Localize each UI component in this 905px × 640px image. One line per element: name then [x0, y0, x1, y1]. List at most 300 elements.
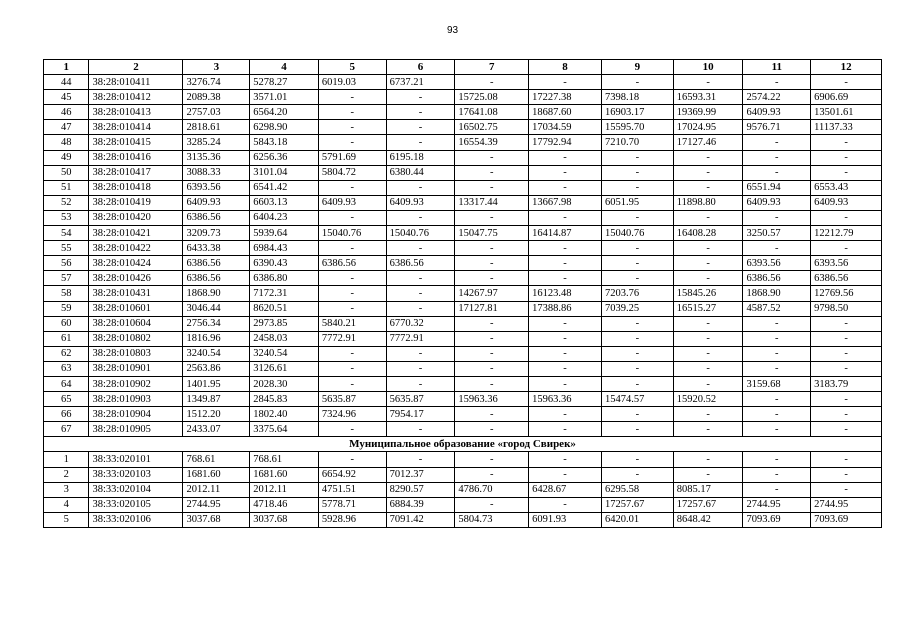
- cadastral-code-cell: 38:28:010902: [89, 376, 183, 391]
- value-cell: -: [318, 452, 386, 467]
- value-cell: 7772.91: [386, 331, 455, 346]
- value-cell: 6091.93: [529, 512, 602, 527]
- value-cell: 6409.93: [183, 195, 250, 210]
- value-cell: -: [318, 180, 386, 195]
- value-cell: -: [529, 407, 602, 422]
- row-number-cell: 64: [44, 376, 89, 391]
- value-cell: -: [743, 467, 811, 482]
- value-cell: -: [673, 316, 743, 331]
- value-cell: 18687.60: [529, 105, 602, 120]
- value-cell: -: [386, 376, 455, 391]
- value-cell: 16408.28: [673, 226, 743, 241]
- value-cell: 6409.93: [743, 105, 811, 120]
- row-number-cell: 55: [44, 241, 89, 256]
- value-cell: -: [811, 165, 882, 180]
- value-cell: 6386.56: [743, 271, 811, 286]
- value-cell: -: [601, 256, 673, 271]
- value-cell: -: [529, 452, 602, 467]
- row-number-cell: 67: [44, 422, 89, 437]
- value-cell: 15474.57: [601, 392, 673, 407]
- value-cell: 12212.79: [811, 226, 882, 241]
- value-cell: 6393.56: [183, 180, 250, 195]
- value-cell: -: [455, 241, 529, 256]
- value-cell: -: [673, 376, 743, 391]
- value-cell: -: [811, 75, 882, 90]
- value-cell: 4587.52: [743, 301, 811, 316]
- value-cell: -: [455, 180, 529, 195]
- value-cell: -: [386, 241, 455, 256]
- row-number-cell: 50: [44, 165, 89, 180]
- value-cell: -: [318, 422, 386, 437]
- value-cell: 6603.13: [250, 195, 319, 210]
- value-cell: 7203.76: [601, 286, 673, 301]
- value-cell: 6420.01: [601, 512, 673, 527]
- value-cell: -: [318, 105, 386, 120]
- cadastral-code-cell: 38:28:010414: [89, 120, 183, 135]
- table-row: [44, 120, 882, 135]
- cadastral-code-cell: 38:28:010418: [89, 180, 183, 195]
- row-number-cell: 54: [44, 226, 89, 241]
- value-cell: -: [743, 241, 811, 256]
- value-cell: -: [318, 90, 386, 105]
- value-cell: 6019.03: [318, 75, 386, 90]
- value-cell: 6409.93: [743, 195, 811, 210]
- value-cell: 8290.57: [386, 482, 455, 497]
- table-row: [44, 195, 882, 210]
- value-cell: 2973.85: [250, 316, 319, 331]
- value-cell: 5928.96: [318, 512, 386, 527]
- row-number-cell: 48: [44, 135, 89, 150]
- value-cell: -: [743, 482, 811, 497]
- value-cell: 4718.46: [250, 497, 319, 512]
- value-cell: 6386.80: [250, 271, 319, 286]
- value-cell: 2744.95: [743, 497, 811, 512]
- value-cell: -: [673, 75, 743, 90]
- value-cell: 6553.43: [811, 180, 882, 195]
- value-cell: 16414.87: [529, 226, 602, 241]
- value-cell: -: [529, 346, 602, 361]
- row-number-cell: 2: [44, 467, 89, 482]
- row-number-cell: 56: [44, 256, 89, 271]
- value-cell: 15040.76: [318, 226, 386, 241]
- value-cell: 2744.95: [811, 497, 882, 512]
- value-cell: -: [673, 241, 743, 256]
- value-cell: 6654.92: [318, 467, 386, 482]
- cadastral-code-cell: 38:33:020101: [89, 452, 183, 467]
- value-cell: -: [811, 361, 882, 376]
- value-cell: 5635.87: [318, 392, 386, 407]
- table-row: [44, 150, 882, 165]
- value-cell: 17388.86: [529, 301, 602, 316]
- value-cell: -: [811, 346, 882, 361]
- cadastral-code-cell: 38:28:010413: [89, 105, 183, 120]
- row-number-cell: 46: [44, 105, 89, 120]
- value-cell: 6884.39: [386, 497, 455, 512]
- value-cell: 6386.56: [183, 210, 250, 225]
- value-cell: -: [318, 376, 386, 391]
- value-cell: -: [529, 256, 602, 271]
- table-row: [44, 467, 882, 482]
- table-row: [44, 301, 882, 316]
- value-cell: -: [318, 286, 386, 301]
- value-cell: 16554.39: [455, 135, 529, 150]
- value-cell: 1401.95: [183, 376, 250, 391]
- value-cell: 2744.95: [183, 497, 250, 512]
- value-cell: 17257.67: [673, 497, 743, 512]
- value-cell: 5939.64: [250, 226, 319, 241]
- value-cell: 16515.27: [673, 301, 743, 316]
- column-header: 1: [44, 60, 89, 75]
- value-cell: 11137.33: [811, 120, 882, 135]
- value-cell: 16903.17: [601, 105, 673, 120]
- table-row: [44, 331, 882, 346]
- value-cell: 6551.94: [743, 180, 811, 195]
- value-cell: -: [601, 407, 673, 422]
- value-cell: -: [601, 241, 673, 256]
- value-cell: -: [811, 452, 882, 467]
- cadastral-code-cell: 38:28:010802: [89, 331, 183, 346]
- value-cell: -: [743, 165, 811, 180]
- row-number-cell: 61: [44, 331, 89, 346]
- value-cell: 15920.52: [673, 392, 743, 407]
- value-cell: -: [455, 331, 529, 346]
- value-cell: -: [455, 256, 529, 271]
- value-cell: -: [673, 331, 743, 346]
- value-cell: -: [318, 271, 386, 286]
- value-cell: 3240.54: [183, 346, 250, 361]
- value-cell: -: [811, 407, 882, 422]
- value-cell: -: [811, 150, 882, 165]
- cadastral-code-cell: 38:28:010416: [89, 150, 183, 165]
- value-cell: -: [455, 346, 529, 361]
- row-number-cell: 66: [44, 407, 89, 422]
- value-cell: 1681.60: [250, 467, 319, 482]
- value-cell: 6298.90: [250, 120, 319, 135]
- value-cell: -: [811, 482, 882, 497]
- value-cell: 9576.71: [743, 120, 811, 135]
- cadastral-code-cell: 38:28:010417: [89, 165, 183, 180]
- table-row: [44, 135, 882, 150]
- value-cell: 6393.56: [811, 256, 882, 271]
- value-cell: -: [743, 392, 811, 407]
- value-cell: 5840.21: [318, 316, 386, 331]
- value-cell: 3276.74: [183, 75, 250, 90]
- value-cell: -: [673, 467, 743, 482]
- header-row: [44, 60, 882, 75]
- value-cell: 2012.11: [250, 482, 319, 497]
- table-row: [44, 226, 882, 241]
- table-row: [44, 286, 882, 301]
- cadastral-code-cell: 38:28:010411: [89, 75, 183, 90]
- table-row: [44, 241, 882, 256]
- row-number-cell: 53: [44, 210, 89, 225]
- value-cell: -: [811, 467, 882, 482]
- value-cell: -: [455, 150, 529, 165]
- value-cell: 3375.64: [250, 422, 319, 437]
- value-cell: -: [386, 90, 455, 105]
- value-cell: 15725.08: [455, 90, 529, 105]
- value-cell: -: [811, 241, 882, 256]
- value-cell: 12769.56: [811, 286, 882, 301]
- table-row: [44, 210, 882, 225]
- value-cell: 19369.99: [673, 105, 743, 120]
- value-cell: -: [529, 180, 602, 195]
- cadastral-code-cell: 38:28:010424: [89, 256, 183, 271]
- value-cell: 6564.20: [250, 105, 319, 120]
- value-cell: 7210.70: [601, 135, 673, 150]
- value-cell: -: [601, 150, 673, 165]
- value-cell: 16502.75: [455, 120, 529, 135]
- value-cell: 3126.61: [250, 361, 319, 376]
- value-cell: -: [743, 135, 811, 150]
- cadastral-code-cell: 38:33:020104: [89, 482, 183, 497]
- value-cell: -: [386, 180, 455, 195]
- value-cell: 1816.96: [183, 331, 250, 346]
- table-row: [44, 346, 882, 361]
- value-cell: -: [318, 210, 386, 225]
- value-cell: -: [743, 316, 811, 331]
- value-cell: 15595.70: [601, 120, 673, 135]
- value-cell: -: [673, 165, 743, 180]
- table-row: [44, 497, 882, 512]
- value-cell: 6051.95: [601, 195, 673, 210]
- row-number-cell: 45: [44, 90, 89, 105]
- value-cell: 1349.87: [183, 392, 250, 407]
- value-cell: -: [673, 407, 743, 422]
- value-cell: 3183.79: [811, 376, 882, 391]
- value-cell: -: [673, 256, 743, 271]
- row-number-cell: 47: [44, 120, 89, 135]
- value-cell: -: [743, 75, 811, 90]
- value-cell: -: [455, 210, 529, 225]
- column-header: 3: [183, 60, 250, 75]
- value-cell: -: [529, 467, 602, 482]
- value-cell: 6906.69: [811, 90, 882, 105]
- column-header: 10: [673, 60, 743, 75]
- value-cell: 5278.27: [250, 75, 319, 90]
- table-row: [44, 271, 882, 286]
- value-cell: -: [386, 271, 455, 286]
- page-number: 93: [446, 25, 459, 36]
- value-cell: 6409.93: [318, 195, 386, 210]
- value-cell: 15963.36: [529, 392, 602, 407]
- value-cell: 7093.69: [743, 512, 811, 527]
- value-cell: 7093.69: [811, 512, 882, 527]
- value-cell: 3088.33: [183, 165, 250, 180]
- table-row: [44, 407, 882, 422]
- value-cell: 7772.91: [318, 331, 386, 346]
- row-number-cell: 49: [44, 150, 89, 165]
- column-header: 5: [318, 60, 386, 75]
- value-cell: -: [673, 361, 743, 376]
- value-cell: 15963.36: [455, 392, 529, 407]
- value-cell: 2818.61: [183, 120, 250, 135]
- row-number-cell: 3: [44, 482, 89, 497]
- value-cell: 6984.43: [250, 241, 319, 256]
- table-body-part-a: [44, 75, 882, 437]
- value-cell: -: [601, 165, 673, 180]
- value-cell: -: [743, 346, 811, 361]
- value-cell: 15047.75: [455, 226, 529, 241]
- value-cell: 6409.93: [811, 195, 882, 210]
- value-cell: -: [601, 210, 673, 225]
- value-cell: 6386.56: [386, 256, 455, 271]
- value-cell: 6386.56: [318, 256, 386, 271]
- row-number-cell: 1: [44, 452, 89, 467]
- value-cell: 6195.18: [386, 150, 455, 165]
- value-cell: 768.61: [250, 452, 319, 467]
- value-cell: -: [601, 376, 673, 391]
- value-cell: 17257.67: [601, 497, 673, 512]
- value-cell: -: [455, 165, 529, 180]
- value-cell: -: [673, 422, 743, 437]
- value-cell: 2757.03: [183, 105, 250, 120]
- value-cell: 1681.60: [183, 467, 250, 482]
- value-cell: -: [743, 331, 811, 346]
- value-cell: 6541.42: [250, 180, 319, 195]
- value-cell: -: [673, 271, 743, 286]
- cadastral-code-cell: 38:28:010901: [89, 361, 183, 376]
- value-cell: -: [743, 210, 811, 225]
- value-cell: 17792.94: [529, 135, 602, 150]
- row-number-cell: 44: [44, 75, 89, 90]
- value-cell: -: [455, 422, 529, 437]
- value-cell: -: [601, 316, 673, 331]
- value-cell: 4786.70: [455, 482, 529, 497]
- value-cell: 5635.87: [386, 392, 455, 407]
- value-cell: 7954.17: [386, 407, 455, 422]
- value-cell: 14267.97: [455, 286, 529, 301]
- value-cell: -: [673, 346, 743, 361]
- value-cell: -: [318, 241, 386, 256]
- cadastral-code-cell: 38:28:010604: [89, 316, 183, 331]
- value-cell: 3209.73: [183, 226, 250, 241]
- cadastral-code-cell: 38:33:020106: [89, 512, 183, 527]
- value-cell: 3240.54: [250, 346, 319, 361]
- column-header: 11: [743, 60, 811, 75]
- value-cell: 2574.22: [743, 90, 811, 105]
- value-cell: 2028.30: [250, 376, 319, 391]
- table-row: [44, 422, 882, 437]
- table-row: [44, 256, 882, 271]
- value-cell: -: [811, 210, 882, 225]
- value-cell: 6295.58: [601, 482, 673, 497]
- table-row: [44, 392, 882, 407]
- table-row: [44, 512, 882, 527]
- value-cell: 6386.56: [183, 256, 250, 271]
- value-cell: 17127.81: [455, 301, 529, 316]
- value-cell: -: [455, 271, 529, 286]
- value-cell: -: [529, 316, 602, 331]
- column-header: 12: [811, 60, 882, 75]
- value-cell: -: [386, 301, 455, 316]
- column-header: 4: [250, 60, 319, 75]
- value-cell: 5804.73: [455, 512, 529, 527]
- value-cell: -: [811, 392, 882, 407]
- value-cell: -: [811, 135, 882, 150]
- value-cell: -: [601, 467, 673, 482]
- value-cell: 6386.56: [811, 271, 882, 286]
- value-cell: -: [529, 150, 602, 165]
- value-cell: -: [743, 361, 811, 376]
- row-number-cell: 57: [44, 271, 89, 286]
- value-cell: -: [743, 452, 811, 467]
- value-cell: -: [529, 497, 602, 512]
- value-cell: 5804.72: [318, 165, 386, 180]
- cadastral-code-cell: 38:28:010415: [89, 135, 183, 150]
- value-cell: 7172.31: [250, 286, 319, 301]
- value-cell: 3159.68: [743, 376, 811, 391]
- value-cell: 8648.42: [673, 512, 743, 527]
- value-cell: 5843.18: [250, 135, 319, 150]
- value-cell: -: [811, 331, 882, 346]
- cadastral-code-cell: 38:33:020103: [89, 467, 183, 482]
- value-cell: 17024.95: [673, 120, 743, 135]
- value-cell: 6428.67: [529, 482, 602, 497]
- value-cell: -: [601, 180, 673, 195]
- cadastral-code-cell: 38:28:010419: [89, 195, 183, 210]
- value-cell: 1868.90: [743, 286, 811, 301]
- column-header: 8: [529, 60, 602, 75]
- cadastral-code-cell: 38:28:010431: [89, 286, 183, 301]
- value-cell: 3046.44: [183, 301, 250, 316]
- value-cell: -: [386, 346, 455, 361]
- row-number-cell: 52: [44, 195, 89, 210]
- value-cell: -: [743, 407, 811, 422]
- value-cell: -: [318, 135, 386, 150]
- value-cell: 2012.11: [183, 482, 250, 497]
- cadastral-code-cell: 38:28:010422: [89, 241, 183, 256]
- value-cell: -: [455, 452, 529, 467]
- row-number-cell: 63: [44, 361, 89, 376]
- value-cell: -: [386, 210, 455, 225]
- value-cell: -: [743, 150, 811, 165]
- value-cell: -: [386, 286, 455, 301]
- value-cell: 13501.61: [811, 105, 882, 120]
- value-cell: -: [318, 301, 386, 316]
- value-cell: -: [601, 75, 673, 90]
- value-cell: -: [529, 241, 602, 256]
- value-cell: 15040.76: [386, 226, 455, 241]
- value-cell: 4751.51: [318, 482, 386, 497]
- value-cell: 3037.68: [183, 512, 250, 527]
- column-header: 9: [601, 60, 673, 75]
- value-cell: -: [673, 150, 743, 165]
- value-cell: 15845.26: [673, 286, 743, 301]
- section-title: Муниципальное образование «город Свирек»: [44, 437, 882, 452]
- value-cell: -: [455, 467, 529, 482]
- value-cell: 3135.36: [183, 150, 250, 165]
- row-number-cell: 60: [44, 316, 89, 331]
- cadastral-code-cell: 38:28:010803: [89, 346, 183, 361]
- value-cell: 6409.93: [386, 195, 455, 210]
- cadastral-code-cell: 38:28:010412: [89, 90, 183, 105]
- value-cell: -: [673, 180, 743, 195]
- table-row: [44, 376, 882, 391]
- value-cell: -: [386, 105, 455, 120]
- value-cell: 7324.96: [318, 407, 386, 422]
- table-row: [44, 361, 882, 376]
- value-cell: 5778.71: [318, 497, 386, 512]
- table-body-part-b: [44, 452, 882, 527]
- value-cell: 5791.69: [318, 150, 386, 165]
- value-cell: -: [386, 120, 455, 135]
- column-header: 2: [89, 60, 183, 75]
- value-cell: -: [455, 316, 529, 331]
- row-number-cell: 58: [44, 286, 89, 301]
- value-cell: 6390.43: [250, 256, 319, 271]
- cadastral-value-table: [43, 59, 882, 528]
